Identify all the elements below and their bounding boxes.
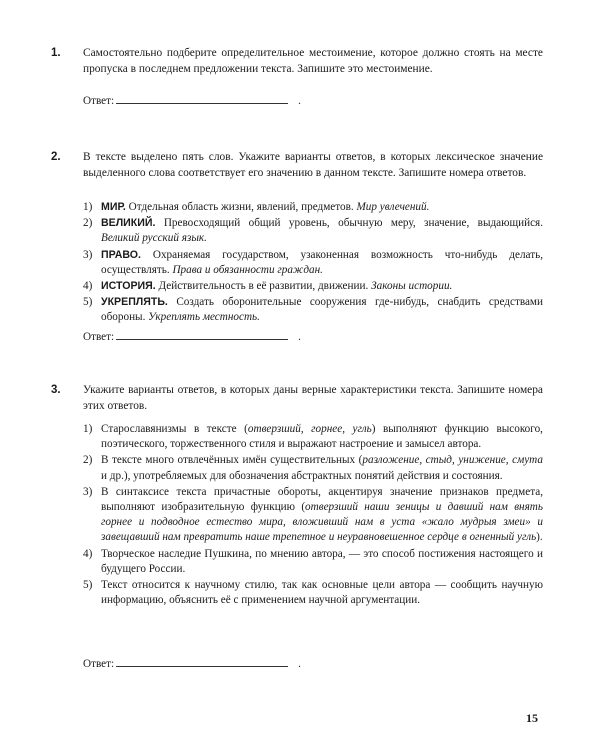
- task-number: 1.: [51, 47, 61, 59]
- list-item: 5) Текст относится к научному стилю, так как основные цели автора — сообщить научную информацию, объяснить её с применением научной аргументации.: [83, 579, 543, 607]
- task-prompt: В тексте выделено пять слов. Укажите варианты ответов, в которых лексическое значение выделенного слова соответствует его значению в данном тексте. Запишите номера ответов.: [83, 151, 543, 179]
- task-prompt: Укажите варианты ответов, в которых даны верные характеристики текста. Запишите номера этих ответов.: [83, 384, 543, 412]
- answer-field[interactable]: Ответ: .: [83, 95, 301, 107]
- list-item: 1) Старославянизмы в тексте (отверзший, горнее, угль) выполняют функцию высокого, поэтического, торжественного стиля и выражают настроение и замысел автора.: [83, 423, 543, 451]
- answer-label: Ответ:: [83, 95, 115, 107]
- answer-label: Ответ:: [83, 658, 115, 670]
- list-item: 1) МИР. Отдельная область жизни, явлений, предметов. Мир увлечений.: [83, 201, 430, 213]
- list-item: 4) ИСТОРИЯ. Действительность в её развитии, движении. Законы истории.: [83, 280, 453, 293]
- answer-line[interactable]: [116, 329, 288, 340]
- answer-label: Ответ:: [83, 331, 115, 343]
- answer-field[interactable]: Ответ: .: [83, 658, 301, 670]
- options-list: [83, 422, 543, 609]
- list-item: 3) ПРАВО. Охраняемая государством, узаконенная возможность что-нибудь делать, осуществлять. Права и обязанности граждан.: [83, 248, 543, 276]
- list-item: 2) ВЕЛИКИЙ. Превосходящий общий уровень, обычную меру, значение, выдающийся. Великий русский язык.: [83, 217, 543, 245]
- page-number: 15: [526, 711, 538, 725]
- list-item: 5) УКРЕПЛЯТЬ. Создать оборонительные сооружения где-нибудь, снабдить средствами обороны. Укреплять местность.: [83, 296, 544, 324]
- answer-field[interactable]: Ответ: .: [83, 331, 301, 343]
- list-item: 4) Творческое наследие Пушкина, по мнению автора, — это способ постижения настоящего и будущего России.: [83, 547, 543, 575]
- answer-line[interactable]: [116, 93, 288, 104]
- answer-line[interactable]: [116, 656, 288, 667]
- task-number: 2.: [51, 151, 61, 163]
- list-item: 3) В синтаксисе текста причастные обороты, акцентируя значение признаков предмета, выполняют изобразительную функцию (отверзший наши зеницы и давший нам внять горнее и подводное естество мира, вложивший нам в уста «жало мудрыя змеи» и завещавший нам превратить наше трепетное и неуравновешенное сердце в огненный угль).: [83, 485, 543, 544]
- task-number: 3.: [51, 384, 61, 396]
- options-list: [83, 200, 543, 327]
- task-prompt: Самостоятельно подберите определительное местоимение, которое должно стоять на месте пропуска в последнем предложении текста. Запишите это местоимение.: [83, 47, 543, 75]
- list-item: 2) В тексте много отвлечённых имён существительных (разложение, стыд, унижение, смута и др.), употребляемых для обозначения абстрактных понятий действия и состояния.: [83, 454, 543, 482]
